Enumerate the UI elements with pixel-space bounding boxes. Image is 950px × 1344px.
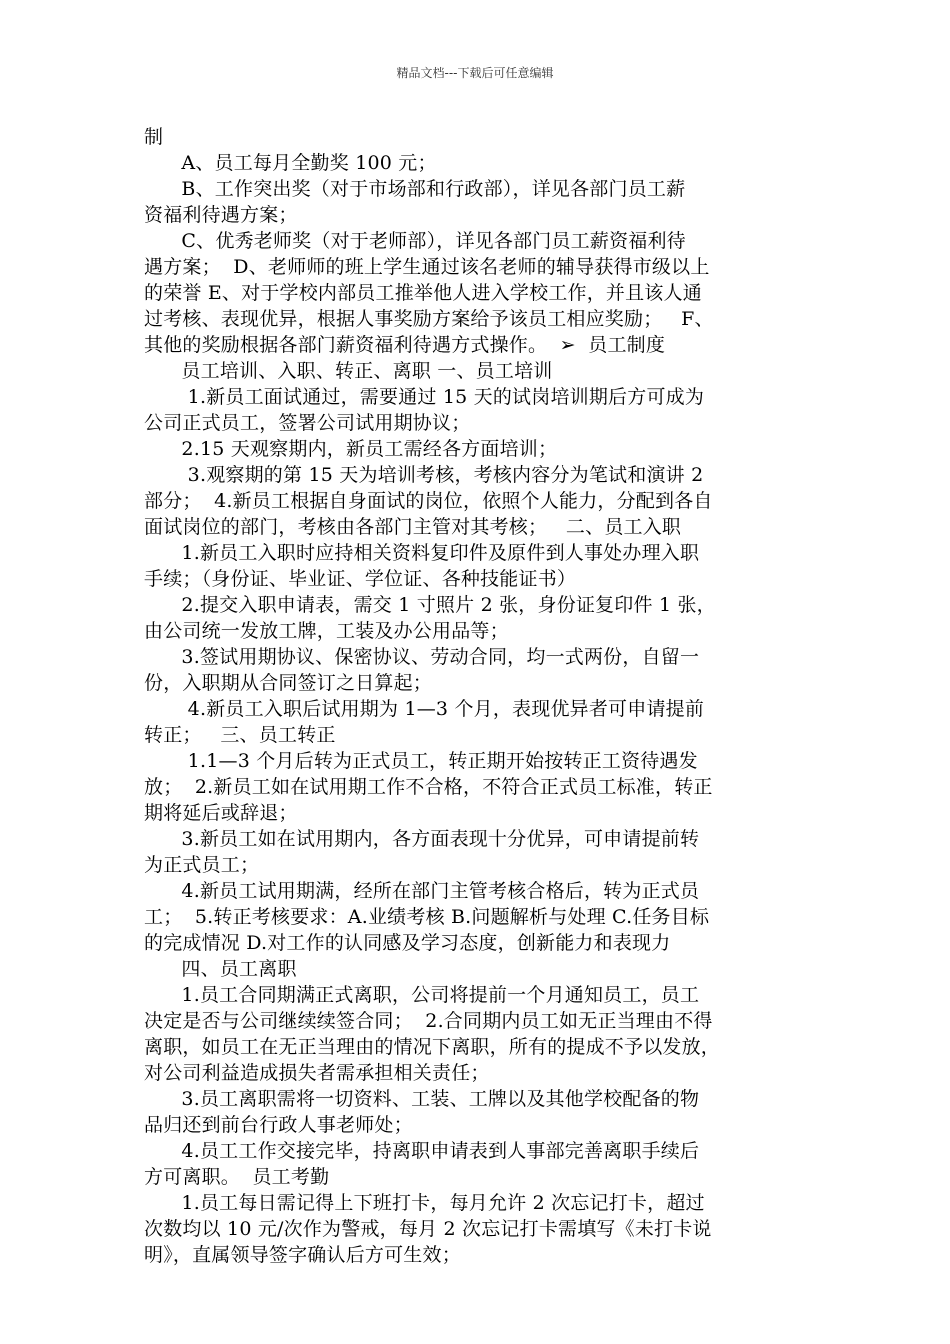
text-line: 1.员工合同期满正式离职，公司将提前一个月通知员工，员工 bbox=[144, 984, 700, 1006]
text-line: 4.新员工入职后试用期为 1—3 个月，表现优异者可申请提前 bbox=[144, 698, 705, 720]
text-line: 1.新员工面试通过，需要通过 15 天的试岗培训期后方可成为 bbox=[144, 386, 705, 408]
text-line: 3.观察期的第 15 天为培训考核，考核内容分为笔试和演讲 2 bbox=[144, 464, 704, 486]
text-line: 次数均以 10 元/次作为警戒，每月 2 次忘记打卡需填写《未打卡说 bbox=[144, 1218, 712, 1240]
text-line: 的完成情况 D.对工作的认同感及学习态度，创新能力和表现力 bbox=[144, 932, 671, 954]
text-line: 份，入职期从合同签订之日算起； bbox=[144, 672, 433, 694]
text-line: 转正； 三、员工转正 bbox=[144, 724, 336, 746]
text-line: 方可离职。 员工考勤 bbox=[144, 1166, 330, 1188]
text-line: 明》，直属领导签字确认后方可生效； bbox=[144, 1244, 461, 1266]
text-line: A、员工每月全勤奖 100 元； bbox=[144, 152, 437, 174]
text-line: 部分； 4.新员工根据自身面试的岗位，依照个人能力，分配到各自 bbox=[144, 490, 713, 512]
text-line: 放； 2.新员工如在试用期工作不合格，不符合正式员工标准，转正 bbox=[144, 776, 713, 798]
text-line: 由公司统一发放工牌，工装及办公用品等； bbox=[144, 620, 509, 642]
text-line: 制 bbox=[144, 126, 164, 148]
text-line: 3.新员工如在试用期内，各方面表现十分优异，可申请提前转 bbox=[144, 828, 700, 850]
text-line: 手续；（身份证、毕业证、学位证、各种技能证书） bbox=[144, 568, 577, 590]
text-line: 面试岗位的部门，考核由各部门主管对其考核； 二、员工入职 bbox=[144, 516, 682, 538]
text-line: 4.新员工试用期满，经所在部门主管考核合格后，转为正式员 bbox=[144, 880, 700, 902]
text-line: 工； 5.转正考核要求：A.业绩考核 B.问题解析与处理 C.任务目标 bbox=[144, 906, 710, 928]
text-line: 其他的奖励根据各部门薪资福利待遇方式操作。 ➢ 员工制度 bbox=[144, 334, 666, 356]
text-line: 1.新员工入职时应持相关资料复印件及原件到人事处办理入职 bbox=[144, 542, 700, 564]
text-line: 2.15 天观察期内，新员工需经各方面培训； bbox=[144, 438, 558, 460]
text-line: 遇方案； D、老师师的班上学生通过该名老师的辅导获得市级以上 bbox=[144, 256, 710, 278]
text-line: 1.员工每日需记得上下班打卡，每月允许 2 次忘记打卡，超过 bbox=[144, 1192, 705, 1214]
text-line: 的荣誉 E、对于学校内部员工推举他人进入学校工作，并且该人通 bbox=[144, 282, 702, 304]
text-line: 员工培训、入职、转正、离职 一、员工培训 bbox=[144, 360, 553, 382]
text-line: 四、员工离职 bbox=[144, 958, 297, 980]
text-line: 资福利待遇方案； bbox=[144, 204, 298, 226]
text-line: 离职，如员工在无正当理由的情况下离职，所有的提成不予以发放， bbox=[144, 1036, 721, 1058]
text-line: B、工作突出奖（对于市场部和行政部），详见各部门员工薪 bbox=[144, 178, 686, 200]
text-line: 3.员工离职需将一切资料、工装、工牌以及其他学校配备的物 bbox=[144, 1088, 700, 1110]
text-line: 4.员工工作交接完毕，持离职申请表到人事部完善离职手续后 bbox=[144, 1140, 700, 1162]
text-line: 决定是否与公司继续续签合同； 2.合同期内员工如无正当理由不得 bbox=[144, 1010, 713, 1032]
text-line: C、优秀老师奖（对于老师部），详见各部门员工薪资福利待 bbox=[144, 230, 686, 252]
text-line: 2.提交入职申请表，需交 1 寸照片 2 张，身份证复印件 1 张， bbox=[144, 594, 716, 616]
text-line: 品归还到前台行政人事老师处； bbox=[144, 1114, 413, 1136]
text-line: 公司正式员工，签署公司试用期协议； bbox=[144, 412, 471, 434]
document-body bbox=[144, 124, 808, 1268]
text-line: 过考核、表现优异，根据人事奖励方案给予该员工相应奖励； F、 bbox=[144, 308, 714, 330]
text-line: 期将延后或辞退； bbox=[144, 802, 298, 824]
text-line: 1.1—3 个月后转为正式员工，转正期开始按转正工资待遇发 bbox=[144, 750, 698, 772]
text-line: 对公司利益造成损失者需承担相关责任； bbox=[144, 1062, 490, 1084]
text-line: 为正式员工； bbox=[144, 854, 260, 876]
page-header: 精品文档---下载后可任意编辑 bbox=[396, 66, 554, 80]
text-line: 3.签试用期协议、保密协议、劳动合同，均一式两份，自留一 bbox=[144, 646, 700, 668]
